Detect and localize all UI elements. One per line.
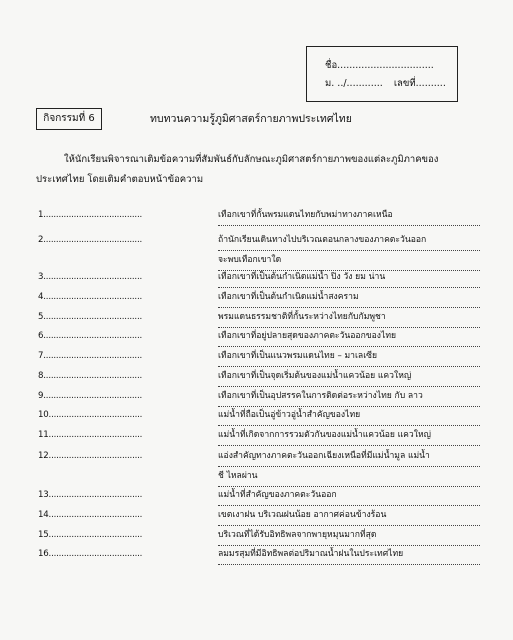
- question-line: บริเวณที่ได้รับอิทธิพลจากพายุหมุนมากที่สุด: [218, 526, 480, 546]
- answer-blank[interactable]: 15.....................................: [38, 530, 143, 540]
- answer-blank[interactable]: 12.....................................: [38, 451, 143, 461]
- question-text: [218, 268, 480, 288]
- question-text: [218, 327, 480, 347]
- question-line: เทือกเขาที่อยู่ปลายสุดของภาคตะวันออกของไทย: [218, 327, 480, 347]
- question-line: พรมแดนธรรมชาติที่กั้นระหว่างไทยกับกัมพูชา: [218, 308, 480, 328]
- answer-blank[interactable]: 7.......................................: [38, 351, 143, 361]
- question-line: เทือกเขาที่เป็นแนวพรมแดนไทย – มาเลเซีย: [218, 347, 480, 367]
- question-text: [218, 347, 480, 367]
- question-text: [218, 447, 480, 487]
- question-line: ลมมรสุมที่มีอิทธิพลต่อปริมาณน้ำฝนในประเทศไทย: [218, 545, 480, 565]
- answer-blank[interactable]: 5.......................................: [38, 312, 143, 322]
- name-line: ชื่อ................................: [325, 60, 434, 71]
- answer-blank[interactable]: 10.....................................: [38, 410, 143, 420]
- student-info-box: [306, 46, 458, 102]
- answer-blank[interactable]: 16.....................................: [38, 549, 143, 559]
- question-line: เทือกเขาที่เป็นต้นกำเนิดแม่น้ำ ปิง วัง ยม น่าน: [218, 268, 480, 288]
- instruction-line-1: ให้นักเรียนพิจารณาเติมข้อความที่สัมพันธ์กับลักษณะภูมิศาสตร์กายภาพของแต่ละภูมิภาคของ: [64, 154, 439, 165]
- question-text: [218, 426, 480, 446]
- answer-blank[interactable]: 11.....................................: [38, 430, 143, 440]
- question-line: ชี ไหลผ่าน: [218, 467, 480, 487]
- question-line: เทือกเขาที่เป็นอุปสรรคในการติดต่อระหว่างไทย กับ ลาว: [218, 387, 480, 407]
- question-text: [218, 231, 480, 271]
- question-line: เขตเงาฝน บริเวณฝนน้อย อากาศค่อนข้างร้อน: [218, 506, 480, 526]
- answer-blank[interactable]: 13.....................................: [38, 490, 143, 500]
- answer-blank[interactable]: 1.......................................: [38, 210, 143, 220]
- question-text: [218, 387, 480, 407]
- question-line: เทือกเขาที่เป็นจุดเริ่มต้นของแม่น้ำแควน้อย แควใหญ่: [218, 367, 480, 387]
- question-text: [218, 288, 480, 308]
- question-text: [218, 486, 480, 506]
- instruction-line-2: ประเทศไทย โดยเติมคำตอบหน้าข้อความ: [36, 174, 204, 185]
- question-text: [218, 506, 480, 526]
- question-line: แม่น้ำที่สำคัญของภาคตะวันออก: [218, 486, 480, 506]
- answer-blank[interactable]: 6.......................................: [38, 331, 143, 341]
- question-text: [218, 206, 480, 226]
- question-text: [218, 367, 480, 387]
- answer-blank[interactable]: 8.......................................: [38, 371, 143, 381]
- answer-blank[interactable]: 4.......................................: [38, 292, 143, 302]
- question-text: [218, 406, 480, 426]
- question-line: เทือกเขาที่กั้นพรมแดนไทยกับพม่าทางภาคเหนือ: [218, 206, 480, 226]
- instructions: [36, 150, 476, 190]
- answer-blank[interactable]: 14.....................................: [38, 510, 143, 520]
- question-line: จะพบเทือกเขาใด: [218, 251, 480, 271]
- answer-blank[interactable]: 3.......................................: [38, 272, 143, 282]
- question-text: [218, 308, 480, 328]
- question-text: [218, 526, 480, 546]
- worksheet-title: ทบทวนความรู้ภูมิศาสตร์กายภาพประเทศไทย: [150, 113, 352, 125]
- answer-blank[interactable]: 2.......................................: [38, 235, 143, 245]
- question-line: เทือกเขาที่เป็นต้นกำเนิดแม่น้ำสงคราม: [218, 288, 480, 308]
- number-line: เลขที่..........: [393, 78, 446, 89]
- question-line: แอ่งสำคัญทางภาคตะวันออกเฉียงเหนือที่มีแม่น้ำมูล แม่น้ำ: [218, 447, 480, 467]
- question-line: แม่น้ำที่ถือเป็นอู่ข้าวอู่น้ำสำคัญของไทย: [218, 406, 480, 426]
- question-text: [218, 545, 480, 565]
- class-line: ม. ../............: [325, 78, 383, 89]
- answer-blank[interactable]: 9.......................................: [38, 391, 143, 401]
- question-line: ถ้านักเรียนเดินทางไปบริเวณตอนกลางของภาคตะวันออก: [218, 231, 480, 251]
- activity-label: กิจกรรมที่ 6: [36, 108, 102, 130]
- question-line: แม่น้ำที่เกิดจากการรวมตัวกันของแม่น้ำแควน้อย แควใหญ่: [218, 426, 480, 446]
